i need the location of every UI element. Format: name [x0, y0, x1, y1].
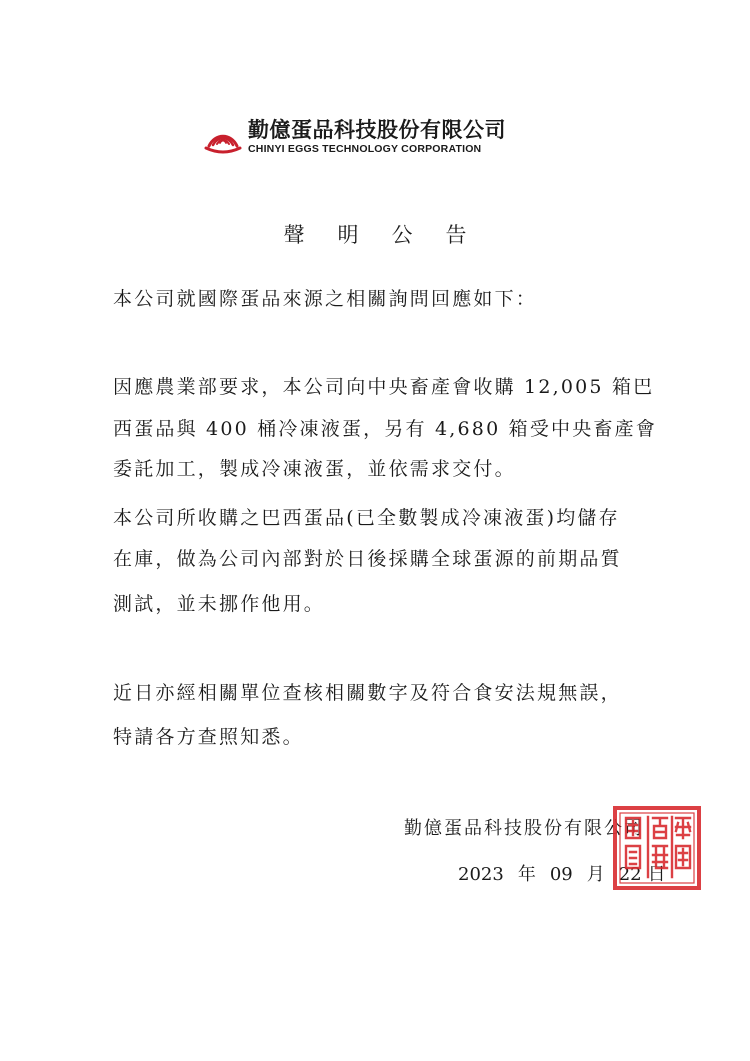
company-name-zh: 勤億蛋品科技股份有限公司: [248, 118, 506, 142]
body-line-3: 西蛋品與 400 桶冷凍液蛋，另有 4,680 箱受中央畜產會: [113, 418, 658, 440]
date-day: 22: [618, 864, 642, 885]
document-title: 聲明公告: [283, 223, 500, 247]
body-line-7: 測試，並未挪作他用。: [113, 593, 326, 615]
date-month-unit: 月: [586, 864, 605, 885]
body-line-4: 委託加工，製成冷凍液蛋，並依需求交付。: [113, 458, 516, 480]
body-line-1: 本公司就國際蛋品來源之相關詢問回應如下：: [113, 288, 538, 310]
company-name-en: CHINYI EGGS TECHNOLOGY CORPORATION: [248, 143, 482, 155]
date-year: 2023: [458, 864, 504, 885]
body-line-5: 本公司所收購之巴西蛋品(已全數製成冷凍液蛋)均儲存: [113, 507, 620, 529]
body-line-9: 特請各方查照知悉。: [113, 726, 304, 748]
date-day-unit: 日: [647, 864, 666, 885]
letterhead: [200, 112, 520, 164]
signatory: 勤億蛋品科技股份有限公司: [404, 818, 644, 839]
body-line-6: 在庫，做為公司內部對於日後採購全球蛋源的前期品質: [113, 548, 622, 570]
company-seal: [612, 805, 702, 891]
body-line-2: 因應農業部要求，本公司向中央畜產會收購 12,005 箱巴: [113, 376, 655, 398]
egg-logo-icon: [200, 112, 246, 158]
body-line-8: 近日亦經相關單位查核相關數字及符合食安法規無誤，: [113, 682, 622, 704]
date-month: 09: [549, 864, 573, 885]
date-year-unit: 年: [517, 864, 536, 885]
